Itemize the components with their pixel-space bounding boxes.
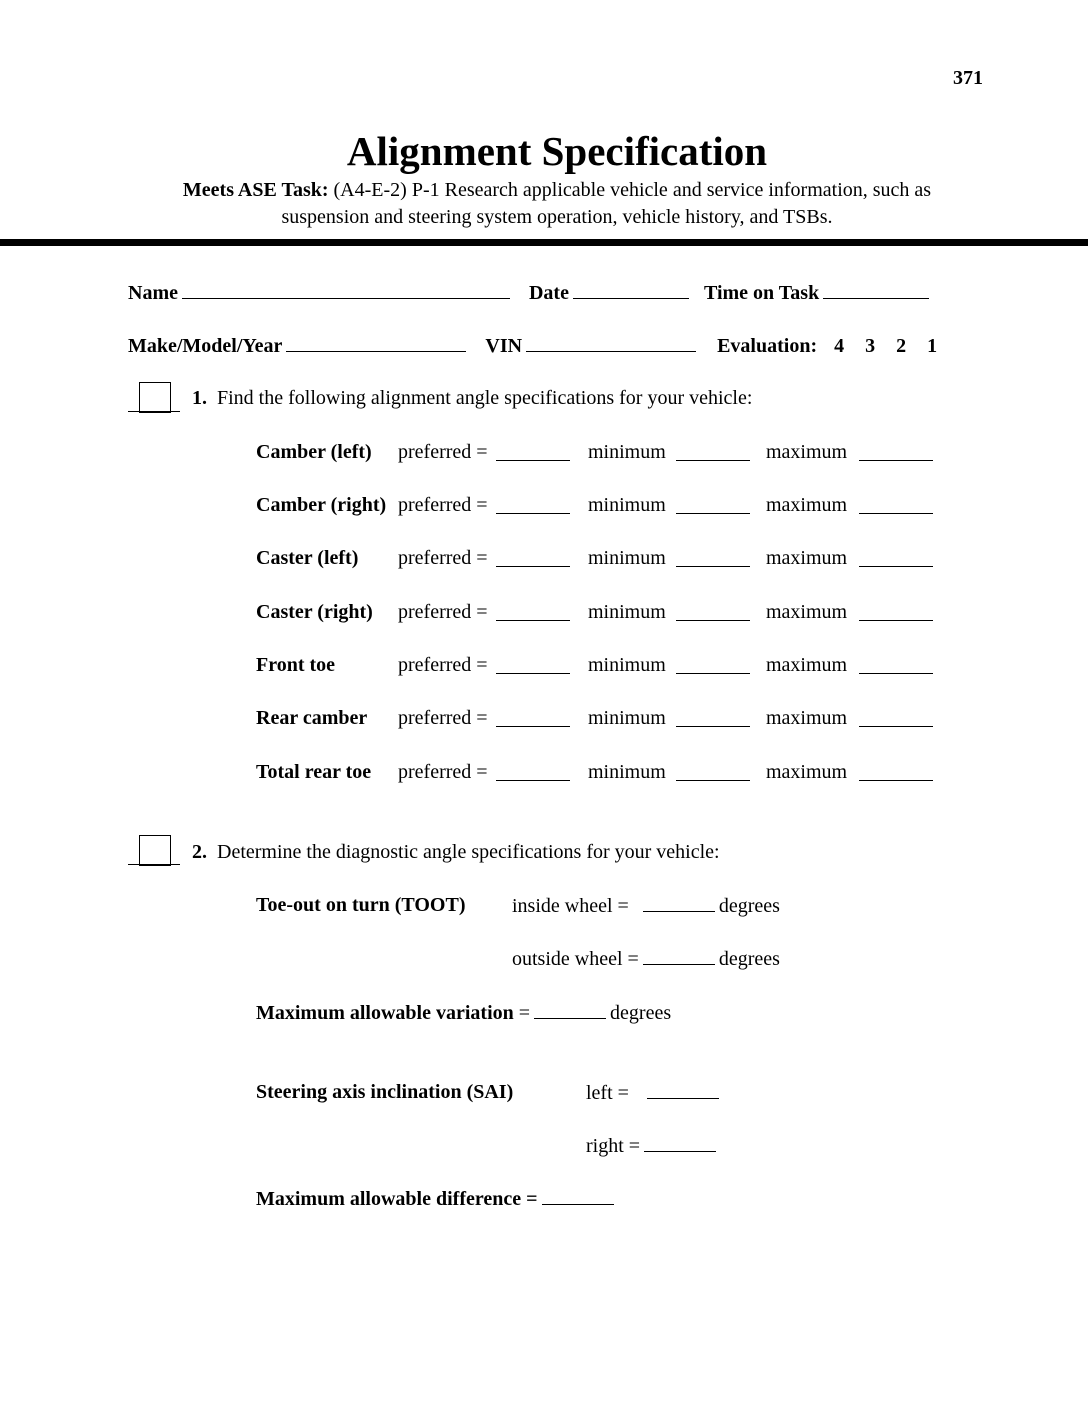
- maximum-field[interactable]: [859, 600, 933, 621]
- header-row-2: [128, 333, 937, 358]
- header-row-1: [128, 280, 933, 305]
- sai-left-row: [586, 1080, 723, 1105]
- preferred-field[interactable]: [496, 440, 570, 461]
- preferred-field[interactable]: [496, 653, 570, 674]
- maximum-field[interactable]: [859, 706, 933, 727]
- maximum-field[interactable]: [859, 760, 933, 781]
- maximum-label: maximum: [766, 761, 848, 783]
- ase-task-label: Meets ASE Task:: [182, 179, 329, 201]
- task1-checkbox[interactable]: [139, 382, 171, 413]
- make-model-year-field[interactable]: [286, 333, 466, 352]
- spec-row-label: Front toe: [256, 654, 336, 676]
- preferred-label: preferred =: [398, 761, 488, 783]
- page-title: Alignment Specification: [346, 128, 768, 174]
- outside-wheel-label: outside wheel =: [512, 948, 639, 970]
- task1-instruction: [192, 386, 752, 410]
- maximum-label: maximum: [766, 547, 848, 569]
- minimum-field[interactable]: [676, 493, 750, 514]
- degrees-unit: degrees: [718, 948, 780, 970]
- minimum-field[interactable]: [676, 440, 750, 461]
- evaluation-score-1[interactable]: 1: [927, 335, 938, 357]
- inside-wheel-row: [512, 893, 780, 918]
- spec-row: [256, 653, 956, 677]
- vin-label: VIN: [485, 335, 523, 357]
- spec-row-label: Camber (left): [256, 441, 372, 463]
- spec-row-label: Caster (left): [256, 547, 359, 569]
- maximum-field[interactable]: [859, 493, 933, 514]
- header-divider: [0, 239, 1088, 246]
- preferred-field[interactable]: [496, 600, 570, 621]
- spec-row: [256, 600, 956, 624]
- task2-instruction: [192, 840, 720, 864]
- preferred-label: preferred =: [398, 547, 488, 569]
- date-label: Date: [528, 282, 569, 304]
- minimum-label: minimum: [588, 441, 666, 463]
- time-on-task-field[interactable]: [823, 280, 929, 299]
- evaluation-label: Evaluation:: [717, 335, 818, 357]
- minimum-label: minimum: [588, 601, 666, 623]
- max-variation-label: Maximum allowable variation: [256, 1002, 514, 1024]
- preferred-field[interactable]: [496, 760, 570, 781]
- ase-task-text: (A4-E-2) P-1 Research applicable vehicle and service information, such as: [333, 179, 932, 201]
- max-difference-label: Maximum allowable difference =: [256, 1188, 538, 1210]
- max-difference-field[interactable]: [542, 1186, 614, 1205]
- degrees-unit: degrees: [610, 1002, 672, 1024]
- minimum-field[interactable]: [676, 760, 750, 781]
- preferred-field[interactable]: [496, 546, 570, 567]
- task-description-line1: [0, 177, 1088, 204]
- task2-checkbox[interactable]: [139, 835, 171, 866]
- spec-row-label: Total rear toe: [256, 761, 372, 783]
- maximum-label: maximum: [766, 441, 848, 463]
- name-field[interactable]: [182, 280, 510, 299]
- minimum-label: minimum: [588, 494, 666, 516]
- evaluation-score-2[interactable]: 2: [896, 335, 907, 357]
- minimum-label: minimum: [588, 761, 666, 783]
- minimum-field[interactable]: [676, 706, 750, 727]
- sai-label: Steering axis inclination (SAI): [256, 1081, 514, 1103]
- preferred-label: preferred =: [398, 494, 488, 516]
- inside-wheel-field[interactable]: [643, 893, 715, 912]
- outside-wheel-row: [512, 946, 780, 971]
- sai-right-field[interactable]: [644, 1133, 716, 1152]
- task2-number: 2.: [192, 841, 207, 863]
- evaluation-score-4[interactable]: 4: [834, 335, 845, 357]
- spec-row: [256, 546, 956, 570]
- maximum-label: maximum: [766, 601, 848, 623]
- minimum-label: minimum: [588, 547, 666, 569]
- maximum-field[interactable]: [859, 546, 933, 567]
- preferred-label: preferred =: [398, 601, 488, 623]
- spec-row: [256, 760, 956, 784]
- time-on-task-label: Time on Task: [703, 282, 820, 304]
- page-number: 371: [953, 67, 983, 89]
- maximum-label: maximum: [766, 707, 848, 729]
- spec-row-label: Caster (right): [256, 601, 373, 623]
- name-label: Name: [128, 282, 178, 304]
- max-difference-row: [256, 1186, 618, 1211]
- max-variation-row: [256, 1000, 671, 1025]
- minimum-field[interactable]: [676, 653, 750, 674]
- preferred-label: preferred =: [398, 441, 488, 463]
- spec-row: [256, 706, 956, 730]
- maximum-label: maximum: [766, 494, 848, 516]
- sai-left-field[interactable]: [647, 1080, 719, 1099]
- minimum-label: minimum: [588, 654, 666, 676]
- task2-text: Determine the diagnostic angle specifications for your vehicle:: [217, 841, 720, 863]
- preferred-field[interactable]: [496, 493, 570, 514]
- equals-sign: =: [518, 1002, 531, 1024]
- vin-field[interactable]: [526, 333, 696, 352]
- spec-row: [256, 493, 956, 517]
- minimum-label: minimum: [588, 707, 666, 729]
- evaluation-score-3[interactable]: 3: [865, 335, 876, 357]
- toot-label: Toe-out on turn (TOOT): [256, 894, 466, 916]
- sai-right-label: right =: [586, 1135, 641, 1157]
- sai-left-label: left =: [586, 1082, 629, 1104]
- spec-row-label: Rear camber: [256, 707, 368, 729]
- spec-row-label: Camber (right): [256, 494, 387, 516]
- minimum-field[interactable]: [676, 546, 750, 567]
- maximum-label: maximum: [766, 654, 848, 676]
- max-variation-field[interactable]: [534, 1000, 606, 1019]
- preferred-label: preferred =: [398, 654, 488, 676]
- make-model-year-label: Make/Model/Year: [128, 335, 283, 357]
- task1-number: 1.: [192, 387, 207, 409]
- inside-wheel-label: inside wheel =: [512, 895, 629, 917]
- maximum-field[interactable]: [859, 653, 933, 674]
- task-description-line2: suspension and steering system operation, vehicle history, and TSBs.: [281, 206, 833, 228]
- task1-text: Find the following alignment angle specifications for your vehicle:: [217, 387, 753, 409]
- date-field[interactable]: [573, 280, 689, 299]
- spec-row: [256, 440, 956, 464]
- minimum-field[interactable]: [676, 600, 750, 621]
- degrees-unit: degrees: [718, 895, 780, 917]
- maximum-field[interactable]: [859, 440, 933, 461]
- preferred-label: preferred =: [398, 707, 488, 729]
- sai-right-row: [586, 1133, 720, 1158]
- preferred-field[interactable]: [496, 706, 570, 727]
- outside-wheel-field[interactable]: [643, 946, 715, 965]
